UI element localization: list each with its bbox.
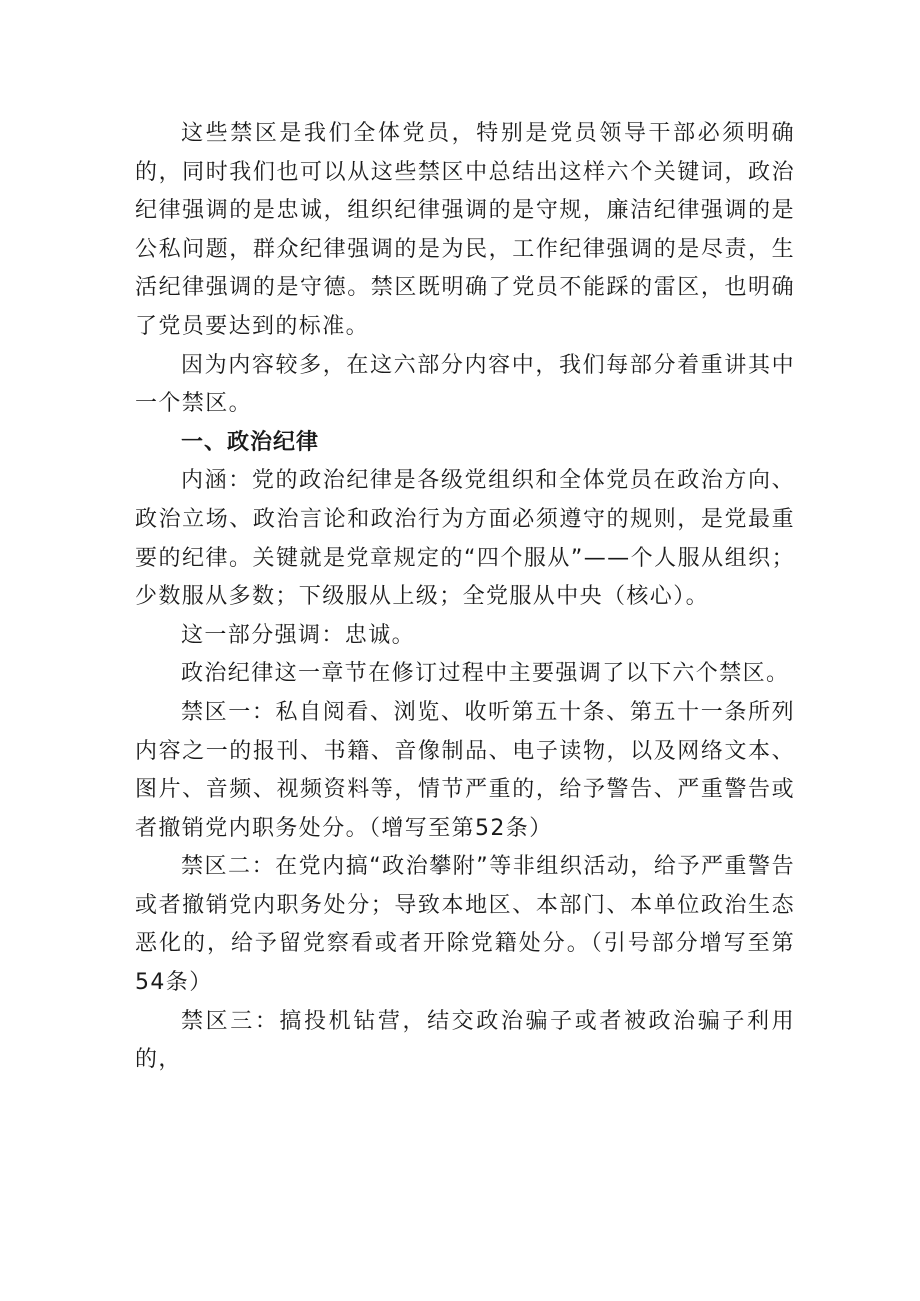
paragraph-emphasis-loyalty: 这一部分强调：忠诚。: [181, 622, 416, 648]
paragraph-connotation: 内涵：党的政治纪律是各级党组织和全体党员在政治方向、政治立场、政治言论和政治行为方面必须遵守的规则，是党最重要的纪律。关键就是党章规定的“四个服从”——个人服从组织；少数服从多数；下级服从上级；全党服从中央（核心）。: [135, 468, 795, 610]
paragraph-six-zones-intro: 政治纪律这一章节在修订过程中主要强调了以下六个禁区。: [181, 661, 790, 687]
section-heading-political-discipline: 一、政治纪律: [181, 429, 320, 455]
paragraph-zone-one: 禁区一：私自阅看、浏览、收听第五十条、第五十一条所列内容之一的报刊、书籍、音像制品、电子读物，以及网络文本、图片、音频、视频资料等，情节严重的，给予警告、严重警告或者撤销党内职务处分。（增写至第52条）: [135, 699, 795, 841]
paragraph-content-overview: 因为内容较多，在这六部分内容中，我们每部分着重讲其中一个禁区。: [135, 352, 795, 417]
paragraph-zone-three: 禁区三：搞投机钻营，结交政治骗子或者被政治骗子利用的，: [135, 1008, 795, 1073]
document-body: [135, 115, 795, 1080]
paragraph-zone-two: 禁区二：在党内搞“政治攀附”等非组织活动，给予严重警告或者撤销党内职务处分；导致本地区、本部门、本单位政治生态恶化的，给予留党察看或者开除党籍处分。（引号部分增写至第54条）: [135, 854, 795, 996]
paragraph-forbidden-zones-summary: 这些禁区是我们全体党员，特别是党员领导干部必须明确的，同时我们也可以从这些禁区中总结出这样六个关键词，政治纪律强调的是忠诚，组织纪律强调的是守规，廉洁纪律强调的是公私问题，群众纪律强调的是为民，工作纪律强调的是尽责，生活纪律强调的是守德。禁区既明确了党员不能踩的雷区，也明确了党员要达到的标准。: [135, 121, 795, 339]
